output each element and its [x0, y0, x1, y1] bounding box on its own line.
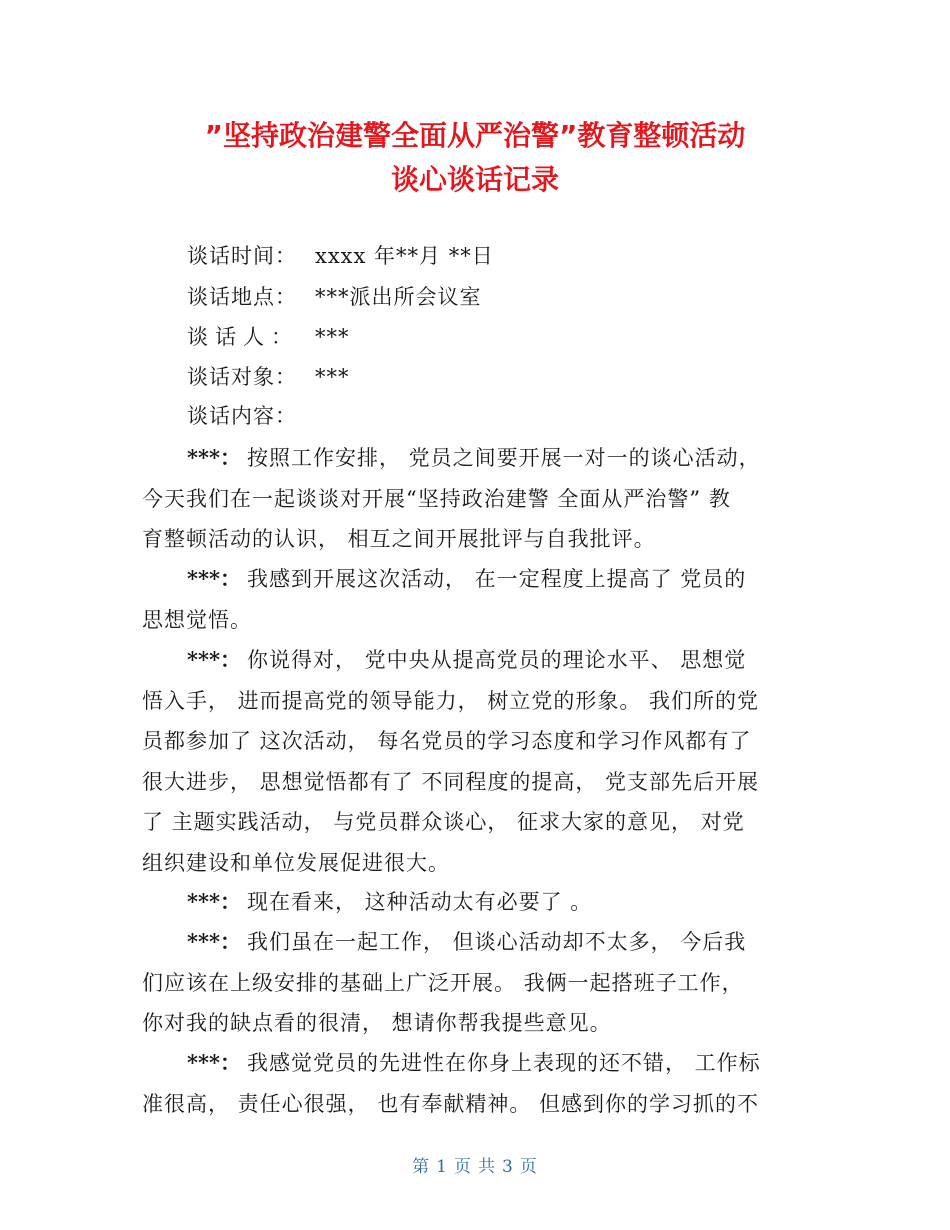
- speaker-name: ***：: [187, 929, 241, 954]
- paragraph-line: 育整顿活动的认识， 相互之间开展批评与自我批评。: [142, 527, 656, 551]
- paragraph-line: 员都参加了 这次活动， 每名党员的学习态度和学习作风都有了: [142, 729, 752, 753]
- footer-word-di: 第: [412, 1157, 431, 1177]
- paragraph-line: 思想觉悟。: [142, 607, 252, 632]
- speaker-name: ***：: [187, 647, 241, 672]
- line-text: 我们虽在一起工作， 但谈心活动却不太多， 今后我: [246, 930, 747, 954]
- paragraph-line: 组织建设和单位发展促进很大。: [142, 850, 450, 875]
- speaker-name: ***：: [187, 445, 241, 470]
- meta-speaker-value: ***: [315, 325, 350, 349]
- line-text: 现在看来， 这种活动太有必要了 。: [246, 890, 593, 914]
- paragraph-line: 今天我们在一起谈谈对开展“坚持政治建警 全面从严治警” 教: [142, 486, 731, 511]
- meta-time: [187, 241, 494, 271]
- line-text: 我感觉党员的先进性在你身上表现的还不错， 工作标: [246, 1051, 761, 1075]
- footer-page-number: 1: [436, 1157, 448, 1177]
- document-title-line-1: ”坚持政治建警全面从严治警”教育整顿活动: [204, 119, 746, 152]
- document-title-line-2: 谈心谈话记录: [390, 163, 559, 196]
- line-text: 我感到开展这次活动， 在一定程度上提高了 党员的: [246, 567, 747, 591]
- meta-place: [187, 282, 482, 312]
- meta-content-label: 谈话内容：: [187, 404, 297, 428]
- paragraph-line: [142, 438, 804, 479]
- dialogue-paragraph: [142, 882, 804, 923]
- meta-place-label: 谈话地点：: [187, 285, 297, 309]
- dialogue-paragraph: [142, 640, 804, 883]
- speaker-name: ***：: [187, 889, 241, 914]
- meta-speaker: [187, 322, 350, 352]
- meta-target-value: ***: [315, 365, 350, 389]
- paragraph-line: 准很高， 责任心很强， 也有奉献精神。 但感到你的学习抓的不: [142, 1091, 760, 1116]
- paragraph-line: [142, 559, 804, 600]
- paragraph-line: [142, 882, 804, 923]
- footer-word-ye-2: 页: [519, 1157, 538, 1177]
- footer-total-pages: 3: [502, 1157, 514, 1177]
- dialogue-paragraph: [142, 559, 804, 640]
- dialogue-paragraph: [142, 1043, 804, 1124]
- footer-word-ye: 页: [454, 1157, 472, 1177]
- meta-time-value: xxxx 年**月 **日: [315, 244, 494, 268]
- dialogue-paragraph: [142, 438, 804, 560]
- meta-content: [187, 401, 315, 431]
- paragraph-line: 很大进步， 思想觉悟都有了 不同程度的提高， 党支部先后开展: [142, 769, 760, 794]
- meta-speaker-label: 谈话人：: [187, 325, 299, 349]
- dialogue-paragraph: [142, 922, 804, 1044]
- meta-target-label: 谈话对象：: [187, 365, 297, 389]
- paragraph-line: 你对我的缺点看的很清， 想请你帮我提些意见。: [142, 1011, 612, 1035]
- speaker-name: ***：: [187, 1050, 241, 1075]
- paragraph-line: 悟入手， 进而提高党的领导能力， 树立党的形象。 我们所的党: [142, 688, 760, 713]
- line-text: 你说得对， 党中央从提高党员的理论水平、 思想觉: [246, 648, 747, 672]
- paragraph-line: [142, 640, 804, 681]
- meta-target: [187, 362, 350, 392]
- paragraph-line: 们应该在上级安排的基础上广泛开展。 我俩一起搭班子工作，: [142, 970, 744, 995]
- line-text: 按照工作安排， 党员之间要开展一对一的谈心活动，: [246, 446, 761, 470]
- paragraph-line: [142, 922, 804, 963]
- speaker-name: ***：: [187, 566, 241, 591]
- paragraph-line: 了 主题实践活动， 与党员群众谈心， 征求大家的意见， 对党: [142, 810, 745, 834]
- page-footer: [0, 1152, 950, 1177]
- paragraph-line: [142, 1043, 804, 1084]
- meta-place-value: ***派出所会议室: [315, 285, 482, 309]
- meta-time-label: 谈话时间：: [187, 244, 297, 268]
- footer-word-gong: 共: [478, 1157, 496, 1177]
